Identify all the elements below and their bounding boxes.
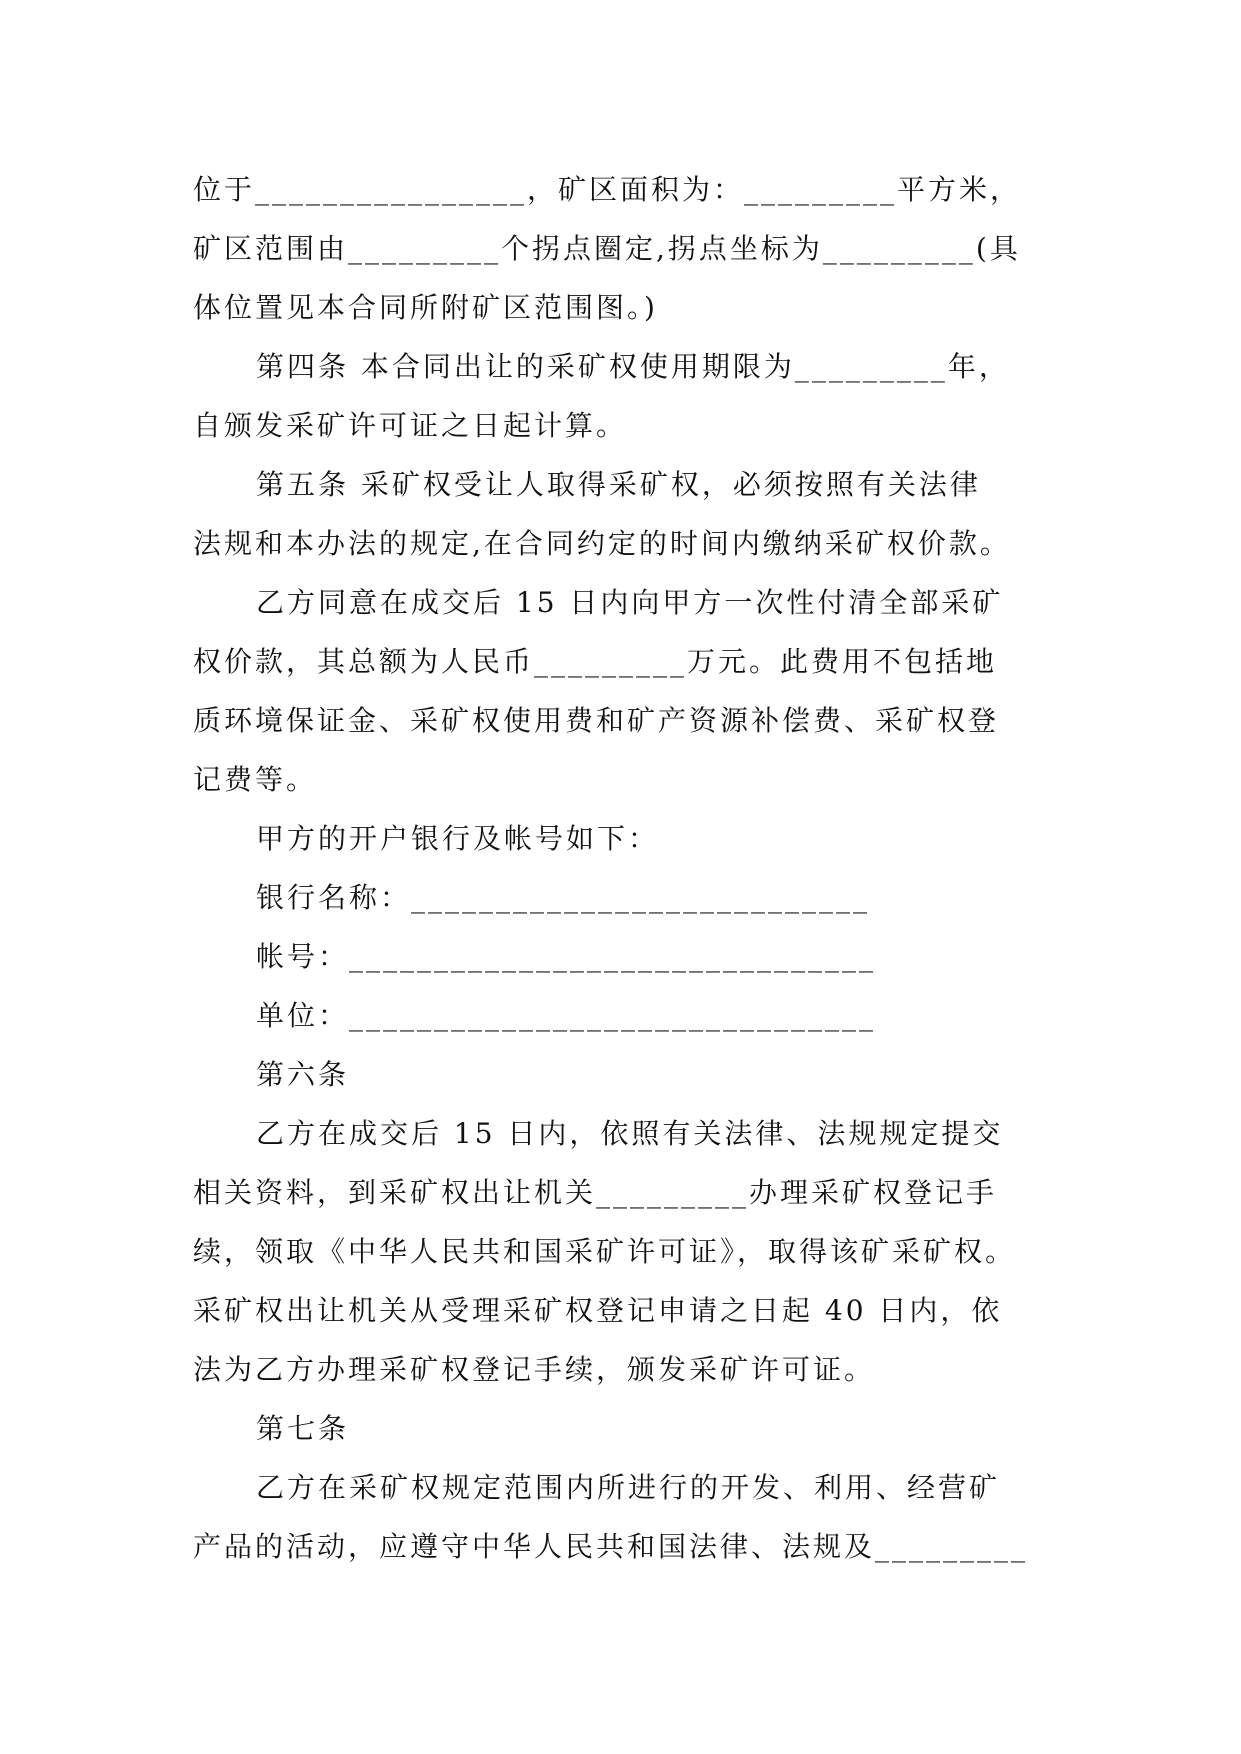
text-line: 乙方在采矿权规定范围内所进行的开发、利用、经营矿: [256, 1471, 1001, 1504]
text-line: 产品的活动，应遵守中华人民共和国法律、法规及_________: [193, 1530, 1029, 1563]
text-line: 乙方同意在成交后 15 日内向甲方一次性付清全部采矿: [256, 586, 1004, 619]
text-line: 甲方的开户银行及帐号如下：: [256, 822, 660, 855]
text-line: 第四条 本合同出让的采矿权使用期限为_________年，: [256, 350, 1010, 383]
text-line: 第五条 采矿权受让人取得采矿权，必须按照有关法律: [256, 468, 981, 501]
document-body: [193, 160, 1053, 1576]
text-line: 自颁发采矿许可证之日起计算。: [193, 409, 628, 442]
text-line: 单位：_______________________________: [256, 999, 877, 1032]
text-line: 第六条: [256, 1058, 350, 1091]
text-line: 记费等。: [193, 763, 318, 796]
text-line: 法为乙方办理采矿权登记手续，颁发采矿许可证。: [193, 1353, 876, 1386]
text-line: 第七条: [256, 1412, 350, 1445]
text-line: 质环境保证金、采矿权使用费和矿产资源补偿费、采矿权登: [193, 704, 1000, 737]
text-line: 体位置见本合同所附矿区范围图。): [193, 291, 658, 324]
text-line: 乙方在成交后 15 日内，依照有关法律、法规规定提交: [256, 1117, 1004, 1150]
text-line: 采矿权出让机关从受理采矿权登记申请之日起 40 日内，依: [193, 1294, 1003, 1327]
text-line: 银行名称：___________________________: [256, 881, 871, 914]
text-line: 相关资料，到采矿权出让机关_________办理采矿权登记手: [193, 1176, 998, 1209]
text-line: 矿区范围由_________个拐点圈定,拐点坐标为_________(具: [193, 232, 1021, 265]
text-line: 法规和本办法的规定,在合同约定的时间内缴纳采矿权价款。: [193, 527, 1011, 560]
text-line: 权价款，其总额为人民币_________万元。此费用不包括地: [193, 645, 998, 678]
text-line: 续，领取《中华人民共和国采矿许可证》，取得该矿采矿权。: [193, 1235, 1017, 1268]
text-line: 位于________________，矿区面积为：_________平方米，: [193, 173, 1022, 206]
text-line: 帐号：_______________________________: [256, 940, 877, 973]
